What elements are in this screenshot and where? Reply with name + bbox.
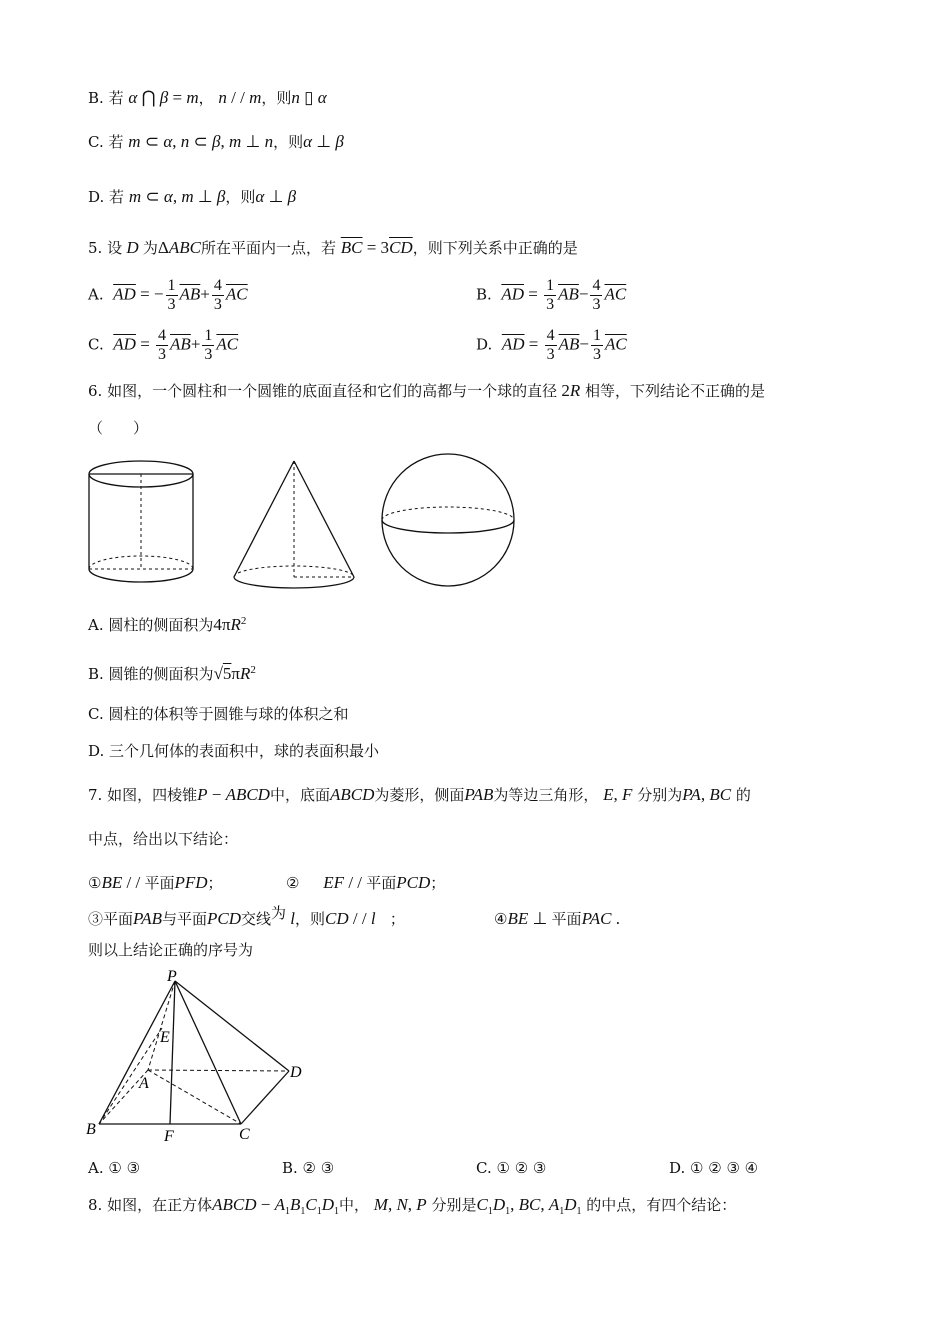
label-b: B bbox=[86, 1121, 96, 1138]
q5-stem: 5. 设 D 为ΔABC所在平面内一点，若 $\overline{BC} = 3\overline{CD}$，则下列关系中正确的是 bbox=[88, 238, 578, 257]
q4-option-d: D. 若 m ⊂ α, m ⊥ β，则α ⊥ β bbox=[88, 187, 297, 206]
label-a: A bbox=[139, 1075, 149, 1092]
q5-option-c: C. $\overline{AD}$ = $\frac{4}{3}$ $\overline{AB}+$ $\frac{1}{3}$ $\overline{AC}$ bbox=[88, 327, 239, 363]
q7-stem: 7. 如图，四棱锥P − ABCD中，底面ABCD为菱形，侧面PAB为等边三角形， E, F 分别为PA, BC 的 bbox=[88, 785, 751, 804]
q6-option-a: A. 圆柱的侧面积为$4\pi R^2$ bbox=[88, 615, 247, 634]
q7-question: 则以上结论正确的序号为 bbox=[88, 941, 254, 959]
q7-conclusion-1: ①BE / / 平面PFD； bbox=[88, 873, 223, 892]
label-p: P bbox=[167, 968, 177, 985]
q6-option-d: D. 三个几何体的表面积中，球的表面积最小 bbox=[88, 742, 380, 760]
q4-option-b: B. 若 α ⋂ β = m， n / / m，则n ▯ α bbox=[88, 88, 327, 107]
q5-option-d: D. $\overline{AD}$ = $\frac{4}{3}$ $\overline{AB}-$ $\frac{1}{3}$ $\overline{AC}$ bbox=[476, 327, 627, 363]
q6-paren: （ ） bbox=[88, 419, 149, 437]
pyramid-figure bbox=[84, 966, 314, 1146]
label-f: F bbox=[164, 1128, 174, 1145]
q6-stem: 6. 如图，一个圆柱和一个圆锥的底面直径和它们的高都与一个球的直径 2R 相等，下列结论不正确的是 bbox=[88, 381, 766, 400]
q6-option-b: B. 圆锥的侧面积为$√5\pi R^2$ bbox=[88, 664, 256, 683]
q6-option-c: C. 圆柱的体积等于圆锥与球的体积之和 bbox=[88, 705, 349, 723]
q7-option-c: C. ① ② ③ bbox=[476, 1159, 547, 1177]
q5-option-b: B. $\overline{AD}$ = $\frac{1}{3}$ $\overline{AB}-$ $\frac{4}{3}$ $\overline{AC}$ bbox=[476, 277, 627, 313]
q7-option-a: A. ① ③ bbox=[88, 1159, 141, 1177]
cone-figure bbox=[230, 458, 356, 590]
q7-option-b: B. ② ③ bbox=[282, 1159, 335, 1177]
label-e: E bbox=[160, 1029, 170, 1046]
q7-stem-line2: 中点，给出以下结论： bbox=[88, 830, 239, 848]
label-c: C bbox=[239, 1126, 250, 1143]
q8-stem: 8. 如图，在正方体ABCD − $A_1B_1C_1D_1$中， M, N, P 分别是$C_1D_1$, BC, $A_1D_1$ 的中点，有四个结论： bbox=[88, 1195, 737, 1217]
label-d: D bbox=[290, 1064, 302, 1081]
q7-option-d: D. ① ② ③ ④ bbox=[669, 1159, 759, 1177]
cylinder-figure bbox=[86, 458, 198, 590]
q7-conclusion-2: ② EF / / 平面PCD； bbox=[286, 873, 446, 892]
q5-option-a: A. $\overline{AD}$ = − $\frac{1}{3}$ $\overline{AB}+$ $\frac{4}{3}$ $\overline{AC}$ bbox=[88, 277, 248, 313]
q4-option-c: C. 若 m ⊂ α, n ⊂ β, m ⊥ n，则α ⊥ β bbox=[88, 132, 344, 151]
q7-conclusion-3: ③平面PAB与平面PCD交线为 l，则CD / / l ； bbox=[88, 904, 405, 928]
sphere-figure bbox=[380, 452, 516, 588]
q7-conclusion-4: ④BE ⊥ 平面PAC . bbox=[494, 909, 620, 928]
